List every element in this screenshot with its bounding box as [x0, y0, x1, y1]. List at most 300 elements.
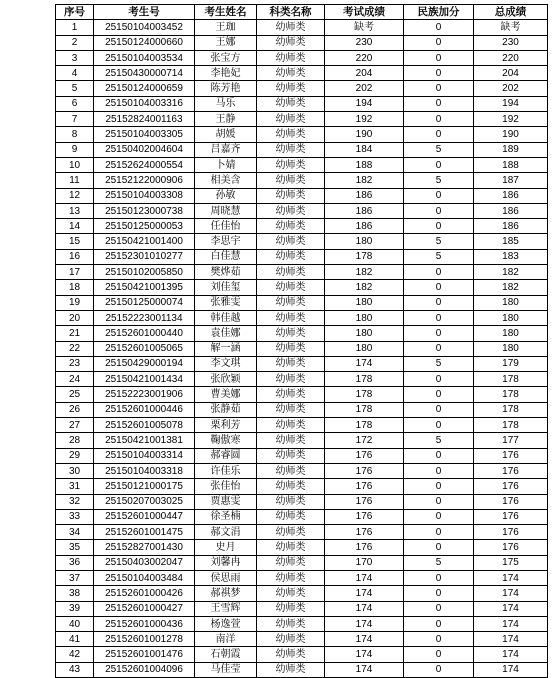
cell-exam-score: 188	[325, 157, 404, 172]
table-row	[56, 372, 548, 387]
cell-index: 20	[56, 310, 94, 325]
cell-index: 29	[56, 448, 94, 463]
cell-total-score: 176	[474, 448, 548, 463]
cell-candidate-id: 25152601000426	[94, 586, 195, 601]
cell-exam-score: 172	[325, 433, 404, 448]
cell-ethnic-bonus: 0	[404, 280, 474, 295]
cell-category: 幼师类	[257, 341, 325, 356]
cell-candidate-name: 张宝方	[195, 50, 257, 65]
cell-total-score: 186	[474, 203, 548, 218]
cell-candidate-name: 史月	[195, 540, 257, 555]
cell-category: 幼师类	[257, 310, 325, 325]
cell-candidate-id: 25150104003305	[94, 127, 195, 142]
cell-ethnic-bonus: 0	[404, 525, 474, 540]
cell-exam-score: 190	[325, 127, 404, 142]
cell-candidate-id: 25150104003534	[94, 50, 195, 65]
cell-candidate-id: 25150421001434	[94, 372, 195, 387]
cell-exam-score: 180	[325, 295, 404, 310]
cell-category: 幼师类	[257, 479, 325, 494]
cell-candidate-name: 徐圣楠	[195, 509, 257, 524]
table-row	[56, 433, 548, 448]
cell-category: 幼师类	[257, 249, 325, 264]
cell-index: 3	[56, 50, 94, 65]
table-row	[56, 310, 548, 325]
cell-candidate-name: 李艳妃	[195, 66, 257, 81]
cell-candidate-name: 樊烨茹	[195, 265, 257, 280]
cell-total-score: 176	[474, 540, 548, 555]
table-row	[56, 647, 548, 662]
cell-total-score: 230	[474, 35, 548, 50]
cell-ethnic-bonus: 0	[404, 540, 474, 555]
cell-candidate-name: 许佳乐	[195, 463, 257, 478]
cell-category: 幼师类	[257, 616, 325, 631]
cell-exam-score: 170	[325, 555, 404, 570]
cell-candidate-name: 陈芳艳	[195, 81, 257, 96]
cell-candidate-id: 25152601004096	[94, 662, 195, 677]
cell-candidate-id: 25152601001476	[94, 647, 195, 662]
cell-candidate-name: 杨逸萱	[195, 616, 257, 631]
table-row	[56, 463, 548, 478]
header-exam-score: 考试成绩	[325, 5, 404, 20]
cell-category: 幼师类	[257, 647, 325, 662]
cell-candidate-name: 白佳慧	[195, 249, 257, 264]
cell-category: 幼师类	[257, 448, 325, 463]
cell-candidate-name: 卜婧	[195, 157, 257, 172]
table-row	[56, 570, 548, 585]
cell-ethnic-bonus: 0	[404, 20, 474, 35]
cell-candidate-id: 25152601000436	[94, 616, 195, 631]
cell-candidate-name: 张静茹	[195, 402, 257, 417]
table-row	[56, 96, 548, 111]
table-row	[56, 479, 548, 494]
table-row	[56, 265, 548, 280]
cell-exam-score: 174	[325, 647, 404, 662]
table-row	[56, 35, 548, 50]
cell-ethnic-bonus: 0	[404, 570, 474, 585]
table-row	[56, 173, 548, 188]
table-row	[56, 387, 548, 402]
cell-candidate-id: 25152827001430	[94, 540, 195, 555]
cell-category: 幼师类	[257, 433, 325, 448]
cell-ethnic-bonus: 0	[404, 310, 474, 325]
cell-exam-score: 182	[325, 173, 404, 188]
cell-candidate-id: 25150104003308	[94, 188, 195, 203]
cell-category: 幼师类	[257, 570, 325, 585]
table-row	[56, 234, 548, 249]
table-row	[56, 540, 548, 555]
cell-total-score: 176	[474, 479, 548, 494]
cell-ethnic-bonus: 5	[404, 234, 474, 249]
cell-exam-score: 202	[325, 81, 404, 96]
cell-candidate-id: 25150104003314	[94, 448, 195, 463]
cell-category: 幼师类	[257, 203, 325, 218]
cell-candidate-name: 栗利芳	[195, 418, 257, 433]
table-row	[56, 157, 548, 172]
cell-index: 27	[56, 418, 94, 433]
cell-category: 幼师类	[257, 509, 325, 524]
cell-exam-score: 176	[325, 479, 404, 494]
cell-candidate-id: 25152601005078	[94, 418, 195, 433]
cell-exam-score: 192	[325, 112, 404, 127]
table-row	[56, 280, 548, 295]
cell-category: 幼师类	[257, 96, 325, 111]
cell-candidate-name: 孙敏	[195, 188, 257, 203]
cell-category: 幼师类	[257, 280, 325, 295]
table-row	[56, 20, 548, 35]
cell-exam-score: 184	[325, 142, 404, 157]
cell-index: 8	[56, 127, 94, 142]
cell-index: 25	[56, 387, 94, 402]
cell-candidate-name: 郝睿圆	[195, 448, 257, 463]
cell-category: 幼师类	[257, 326, 325, 341]
cell-index: 5	[56, 81, 94, 96]
cell-category: 幼师类	[257, 601, 325, 616]
cell-ethnic-bonus: 0	[404, 387, 474, 402]
cell-exam-score: 180	[325, 234, 404, 249]
cell-ethnic-bonus: 0	[404, 463, 474, 478]
cell-ethnic-bonus: 0	[404, 112, 474, 127]
cell-index: 7	[56, 112, 94, 127]
cell-ethnic-bonus: 0	[404, 479, 474, 494]
table-row	[56, 127, 548, 142]
cell-ethnic-bonus: 0	[404, 616, 474, 631]
cell-index: 1	[56, 20, 94, 35]
cell-exam-score: 174	[325, 616, 404, 631]
cell-candidate-name: 韩佳越	[195, 310, 257, 325]
cell-ethnic-bonus: 0	[404, 265, 474, 280]
table-row	[56, 601, 548, 616]
cell-candidate-name: 张欣颖	[195, 372, 257, 387]
cell-category: 幼师类	[257, 586, 325, 601]
cell-candidate-name: 解一涵	[195, 341, 257, 356]
table-row	[56, 509, 548, 524]
cell-index: 38	[56, 586, 94, 601]
cell-index: 6	[56, 96, 94, 111]
table-row	[56, 112, 548, 127]
table-row	[56, 402, 548, 417]
cell-total-score: 189	[474, 142, 548, 157]
cell-ethnic-bonus: 0	[404, 66, 474, 81]
cell-ethnic-bonus: 0	[404, 632, 474, 647]
header-candidate-id: 考生号	[94, 5, 195, 20]
cell-index: 37	[56, 570, 94, 585]
cell-category: 幼师类	[257, 81, 325, 96]
cell-category: 幼师类	[257, 555, 325, 570]
cell-ethnic-bonus: 0	[404, 647, 474, 662]
cell-total-score: 188	[474, 157, 548, 172]
table-row	[56, 448, 548, 463]
cell-category: 幼师类	[257, 525, 325, 540]
cell-exam-score: 186	[325, 203, 404, 218]
table-row	[56, 494, 548, 509]
cell-exam-score: 174	[325, 586, 404, 601]
cell-total-score: 186	[474, 188, 548, 203]
cell-ethnic-bonus: 0	[404, 35, 474, 50]
cell-exam-score: 180	[325, 326, 404, 341]
cell-index: 15	[56, 234, 94, 249]
cell-ethnic-bonus: 0	[404, 326, 474, 341]
cell-index: 19	[56, 295, 94, 310]
cell-total-score: 178	[474, 372, 548, 387]
cell-exam-score: 缺考	[325, 20, 404, 35]
cell-ethnic-bonus: 0	[404, 157, 474, 172]
cell-exam-score: 174	[325, 662, 404, 677]
cell-candidate-id: 25150124000659	[94, 81, 195, 96]
cell-category: 幼师类	[257, 234, 325, 249]
cell-ethnic-bonus: 0	[404, 188, 474, 203]
cell-ethnic-bonus: 0	[404, 50, 474, 65]
cell-ethnic-bonus: 5	[404, 433, 474, 448]
cell-index: 41	[56, 632, 94, 647]
cell-candidate-name: 马乐	[195, 96, 257, 111]
cell-candidate-name: 南洋	[195, 632, 257, 647]
cell-total-score: 174	[474, 647, 548, 662]
cell-index: 36	[56, 555, 94, 570]
cell-candidate-id: 25152601000440	[94, 326, 195, 341]
table-row	[56, 525, 548, 540]
cell-ethnic-bonus: 5	[404, 249, 474, 264]
cell-candidate-id: 25152601000446	[94, 402, 195, 417]
cell-candidate-id: 25152601001475	[94, 525, 195, 540]
cell-category: 幼师类	[257, 372, 325, 387]
cell-candidate-id: 25150421001381	[94, 433, 195, 448]
header-row	[56, 5, 548, 20]
cell-total-score: 190	[474, 127, 548, 142]
table-row	[56, 295, 548, 310]
cell-total-score: 178	[474, 402, 548, 417]
cell-candidate-id: 25150125000074	[94, 295, 195, 310]
header-candidate-name: 考生姓名	[195, 5, 257, 20]
cell-total-score: 192	[474, 112, 548, 127]
cell-candidate-name: 曹美娜	[195, 387, 257, 402]
cell-total-score: 187	[474, 173, 548, 188]
cell-candidate-name: 王静	[195, 112, 257, 127]
cell-total-score: 220	[474, 50, 548, 65]
cell-candidate-id: 25150421001400	[94, 234, 195, 249]
cell-candidate-name: 郝文涓	[195, 525, 257, 540]
cell-index: 14	[56, 219, 94, 234]
cell-index: 40	[56, 616, 94, 631]
cell-candidate-id: 25152601005065	[94, 341, 195, 356]
cell-total-score: 174	[474, 616, 548, 631]
cell-exam-score: 176	[325, 494, 404, 509]
cell-index: 18	[56, 280, 94, 295]
cell-candidate-id: 25150121000175	[94, 479, 195, 494]
cell-ethnic-bonus: 0	[404, 295, 474, 310]
table-row	[56, 326, 548, 341]
cell-category: 幼师类	[257, 402, 325, 417]
cell-index: 42	[56, 647, 94, 662]
cell-index: 34	[56, 525, 94, 540]
cell-candidate-id: 25152601000447	[94, 509, 195, 524]
cell-total-score: 182	[474, 265, 548, 280]
table-row	[56, 188, 548, 203]
cell-candidate-name: 张雅雯	[195, 295, 257, 310]
table-row	[56, 418, 548, 433]
cell-candidate-id: 25152601001278	[94, 632, 195, 647]
cell-ethnic-bonus: 5	[404, 173, 474, 188]
cell-total-score: 176	[474, 463, 548, 478]
cell-index: 32	[56, 494, 94, 509]
cell-category: 幼师类	[257, 418, 325, 433]
cell-exam-score: 220	[325, 50, 404, 65]
cell-index: 39	[56, 601, 94, 616]
cell-exam-score: 174	[325, 570, 404, 585]
score-sheet	[55, 4, 548, 678]
cell-candidate-name: 郝祺梦	[195, 586, 257, 601]
cell-exam-score: 230	[325, 35, 404, 50]
cell-candidate-id: 25150104003318	[94, 463, 195, 478]
cell-index: 16	[56, 249, 94, 264]
cell-exam-score: 180	[325, 341, 404, 356]
table-row	[56, 66, 548, 81]
cell-index: 21	[56, 326, 94, 341]
cell-exam-score: 186	[325, 219, 404, 234]
cell-index: 24	[56, 372, 94, 387]
cell-exam-score: 182	[325, 265, 404, 280]
cell-ethnic-bonus: 0	[404, 81, 474, 96]
cell-ethnic-bonus: 0	[404, 601, 474, 616]
cell-candidate-name: 贾惠雯	[195, 494, 257, 509]
cell-total-score: 182	[474, 280, 548, 295]
cell-ethnic-bonus: 0	[404, 662, 474, 677]
cell-candidate-name: 任佳怡	[195, 219, 257, 234]
cell-candidate-id: 25150125000053	[94, 219, 195, 234]
cell-candidate-name: 石朝霞	[195, 647, 257, 662]
cell-index: 23	[56, 356, 94, 371]
cell-total-score: 186	[474, 219, 548, 234]
cell-index: 28	[56, 433, 94, 448]
cell-candidate-id: 25152624000554	[94, 157, 195, 172]
cell-category: 幼师类	[257, 50, 325, 65]
cell-category: 幼师类	[257, 494, 325, 509]
cell-candidate-name: 王娜	[195, 35, 257, 50]
cell-category: 幼师类	[257, 173, 325, 188]
cell-ethnic-bonus: 0	[404, 586, 474, 601]
table-row	[56, 203, 548, 218]
cell-category: 幼师类	[257, 387, 325, 402]
cell-total-score: 174	[474, 570, 548, 585]
cell-total-score: 174	[474, 586, 548, 601]
cell-index: 17	[56, 265, 94, 280]
cell-category: 幼师类	[257, 540, 325, 555]
cell-exam-score: 178	[325, 387, 404, 402]
cell-total-score: 204	[474, 66, 548, 81]
cell-candidate-name: 王珈	[195, 20, 257, 35]
cell-exam-score: 178	[325, 372, 404, 387]
cell-index: 26	[56, 402, 94, 417]
cell-category: 幼师类	[257, 463, 325, 478]
cell-index: 2	[56, 35, 94, 50]
cell-ethnic-bonus: 0	[404, 127, 474, 142]
cell-total-score: 176	[474, 525, 548, 540]
header-total-score: 总成绩	[474, 5, 548, 20]
cell-ethnic-bonus: 0	[404, 219, 474, 234]
cell-index: 31	[56, 479, 94, 494]
cell-candidate-name: 相美含	[195, 173, 257, 188]
cell-candidate-name: 张佳怡	[195, 479, 257, 494]
cell-exam-score: 176	[325, 448, 404, 463]
cell-candidate-id: 25152824001163	[94, 112, 195, 127]
cell-category: 幼师类	[257, 219, 325, 234]
table-row	[56, 555, 548, 570]
cell-total-score: 175	[474, 555, 548, 570]
cell-ethnic-bonus: 0	[404, 418, 474, 433]
cell-candidate-name: 周晓慧	[195, 203, 257, 218]
header-index: 序号	[56, 5, 94, 20]
cell-candidate-id: 25150429000194	[94, 356, 195, 371]
table-body	[56, 20, 548, 678]
cell-candidate-name: 王雪辉	[195, 601, 257, 616]
cell-candidate-id: 25152223001906	[94, 387, 195, 402]
cell-exam-score: 178	[325, 418, 404, 433]
cell-candidate-id: 25150123000738	[94, 203, 195, 218]
cell-exam-score: 174	[325, 601, 404, 616]
table-row	[56, 249, 548, 264]
cell-category: 幼师类	[257, 20, 325, 35]
cell-exam-score: 178	[325, 249, 404, 264]
header-ethnic-bonus: 民族加分	[404, 5, 474, 20]
cell-ethnic-bonus: 0	[404, 372, 474, 387]
table-row	[56, 632, 548, 647]
cell-index: 30	[56, 463, 94, 478]
cell-category: 幼师类	[257, 632, 325, 647]
cell-index: 11	[56, 173, 94, 188]
cell-ethnic-bonus: 0	[404, 448, 474, 463]
cell-ethnic-bonus: 0	[404, 203, 474, 218]
cell-candidate-name: 侯思雨	[195, 570, 257, 585]
cell-total-score: 缺考	[474, 20, 548, 35]
cell-total-score: 180	[474, 341, 548, 356]
header-category: 科类名称	[257, 5, 325, 20]
cell-category: 幼师类	[257, 295, 325, 310]
cell-total-score: 180	[474, 295, 548, 310]
cell-candidate-id: 25152601000427	[94, 601, 195, 616]
cell-candidate-name: 吕嘉齐	[195, 142, 257, 157]
cell-candidate-id: 25150102005850	[94, 265, 195, 280]
cell-exam-score: 194	[325, 96, 404, 111]
cell-index: 9	[56, 142, 94, 157]
table-row	[56, 50, 548, 65]
cell-exam-score: 176	[325, 463, 404, 478]
cell-total-score: 177	[474, 433, 548, 448]
cell-total-score: 174	[474, 601, 548, 616]
cell-total-score: 179	[474, 356, 548, 371]
cell-candidate-name: 胡媛	[195, 127, 257, 142]
cell-ethnic-bonus: 0	[404, 402, 474, 417]
cell-index: 13	[56, 203, 94, 218]
cell-total-score: 185	[474, 234, 548, 249]
cell-exam-score: 182	[325, 280, 404, 295]
cell-ethnic-bonus: 0	[404, 509, 474, 524]
cell-index: 4	[56, 66, 94, 81]
cell-total-score: 176	[474, 494, 548, 509]
cell-exam-score: 186	[325, 188, 404, 203]
cell-candidate-id: 25150402004604	[94, 142, 195, 157]
cell-candidate-id: 25150207003025	[94, 494, 195, 509]
cell-category: 幼师类	[257, 662, 325, 677]
table-row	[56, 81, 548, 96]
table-row	[56, 341, 548, 356]
cell-candidate-name: 刘馨冉	[195, 555, 257, 570]
cell-category: 幼师类	[257, 157, 325, 172]
cell-candidate-name: 李思宇	[195, 234, 257, 249]
cell-total-score: 194	[474, 96, 548, 111]
table-row	[56, 219, 548, 234]
cell-total-score: 202	[474, 81, 548, 96]
cell-candidate-name: 鞠傲寒	[195, 433, 257, 448]
cell-exam-score: 204	[325, 66, 404, 81]
